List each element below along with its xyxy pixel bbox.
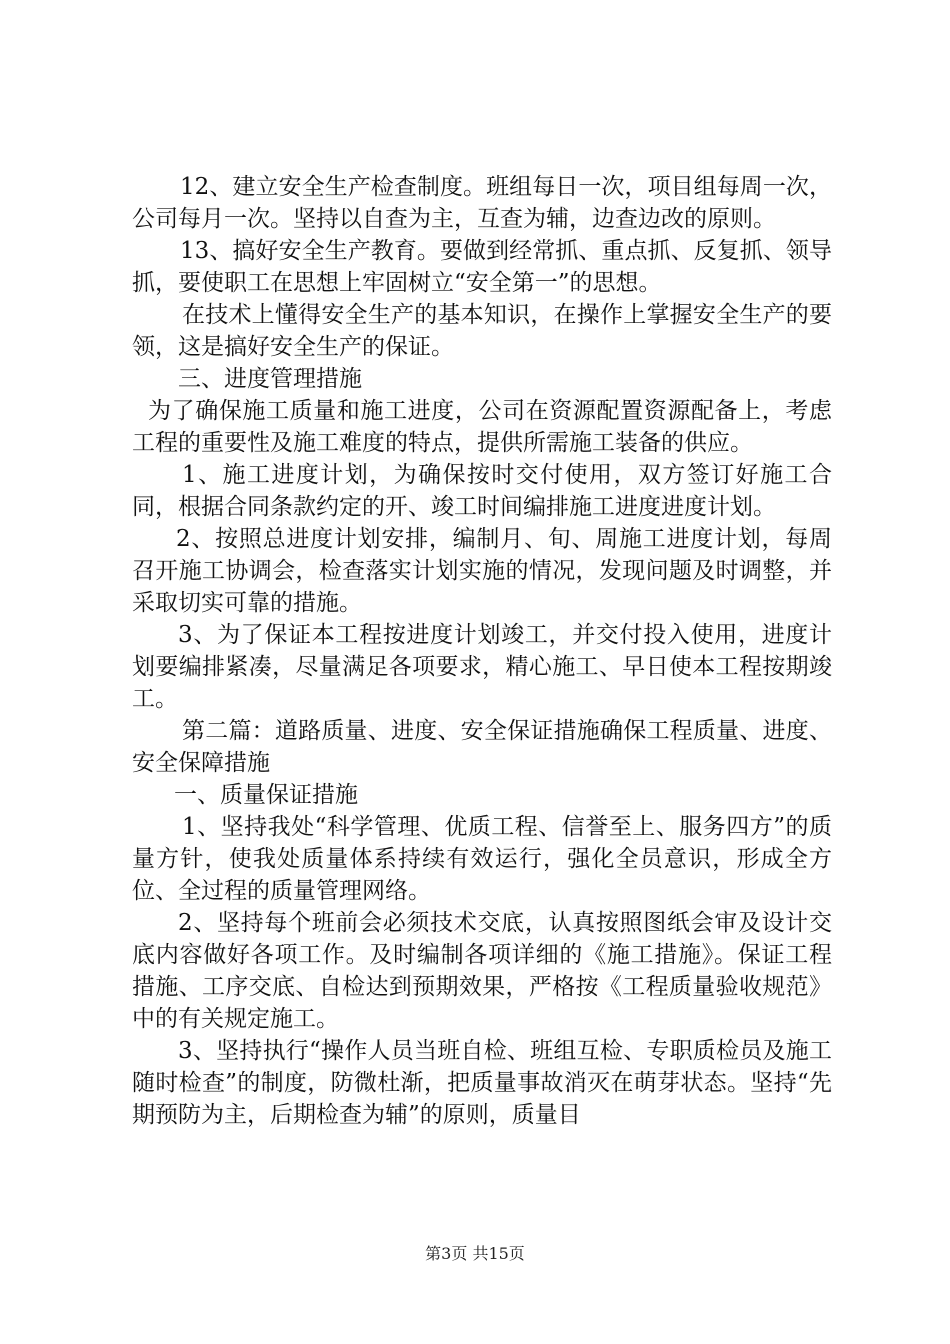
chapter-heading-part-two: 第二篇：道路质量、进度、安全保证措施确保工程质量、进度、安全保障措施 xyxy=(132,718,832,776)
paragraph-2: 13、搞好安全生产教育。要做到经常抓、重点抓、反复抓、领导抓，要使职工在思想上牢固树立“安全第一”的思想。 xyxy=(132,238,832,296)
document-body xyxy=(132,171,832,1131)
paragraph-1: 12、建立安全生产检查制度。班组每日一次，项目组每周一次，公司每月一次。坚持以自查为主，互查为辅，边查边改的原则。 xyxy=(132,174,832,232)
paragraph-13: 3、坚持执行“操作人员当班自检、班组互检、专职质检员及施工随时检查”的制度，防微杜渐，把质量事故消灭在萌芽状态。坚持“先期预防为主，后期检查为辅”的原则，质量目 xyxy=(132,1038,832,1128)
section-heading-quality: 一、质量保证措施 xyxy=(174,782,358,808)
page-number-label: 第3页 共15页 xyxy=(425,1244,525,1263)
page-footer xyxy=(0,1244,950,1264)
paragraph-11: 1、坚持我处“科学管理、优质工程、信誉至上、服务四方”的质量方针，使我处质量体系持续有效运行，强化全员意识，形成全方位、全过程的质量管理网络。 xyxy=(132,814,832,904)
paragraph-12: 2、坚持每个班前会必须技术交底，认真按照图纸会审及设计交底内容做好各项工作。及时编制各项详细的《施工措施》。保证工程措施、工序交底、自检达到预期效果，严格按《工程质量验收规范》中的有关规定施工。 xyxy=(132,910,832,1032)
paragraph-7: 2、按照总进度计划安排，编制月、旬、周施工进度计划，每周召开施工协调会，检查落实计划实施的情况，发现问题及时调整，并采取切实可靠的措施。 xyxy=(132,526,832,616)
paragraph-6: 1、施工进度计划，为确保按时交付使用，双方签订好施工合同，根据合同条款约定的开、竣工时间编排施工进度进度计划。 xyxy=(132,462,832,520)
paragraph-3: 在技术上懂得安全生产的基本知识，在操作上掌握安全生产的要领，这是搞好安全生产的保证。 xyxy=(132,302,832,360)
paragraph-5: 为了确保施工质量和施工进度，公司在资源配置资源配备上，考虑工程的重要性及施工难度的特点，提供所需施工装备的供应。 xyxy=(132,398,832,456)
section-heading-schedule: 三、进度管理措施 xyxy=(178,366,362,392)
paragraph-8: 3、为了保证本工程按进度计划竣工，并交付投入使用，进度计划要编排紧凑，尽量满足各项要求，精心施工、早日使本工程按期竣工。 xyxy=(132,622,832,712)
